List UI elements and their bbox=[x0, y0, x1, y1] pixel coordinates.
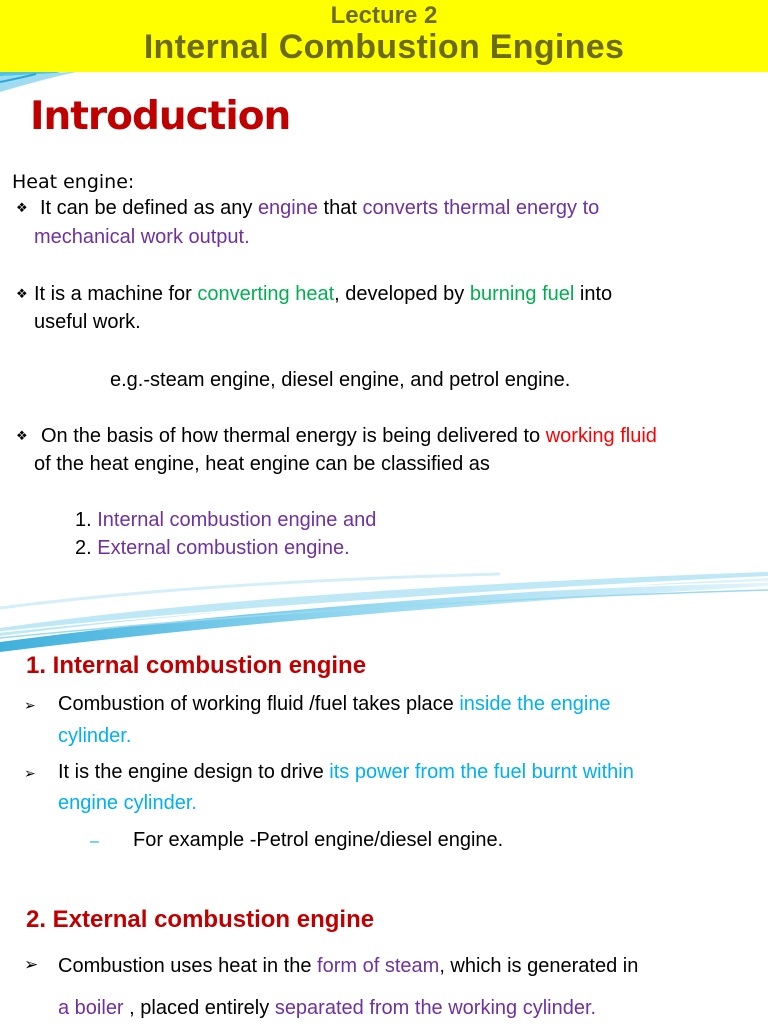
text-run: On the basis of how thermal energy is being delivered to bbox=[41, 425, 546, 447]
text-run: converts thermal energy to bbox=[362, 197, 600, 219]
text-run: engine bbox=[257, 197, 318, 219]
bullet3-line1 bbox=[41, 422, 657, 450]
section1-p2-line2: engine cylinder. bbox=[58, 792, 197, 814]
text-run: , placed entirely bbox=[123, 997, 275, 1019]
section1-p2-line1 bbox=[58, 758, 634, 786]
introduction-heading: Introduction bbox=[30, 94, 291, 139]
text-run: that bbox=[318, 197, 363, 219]
text-run: , which is generated in bbox=[439, 955, 639, 977]
section2-heading: 2. External combustion engine bbox=[26, 906, 375, 933]
middle-wave-decoration bbox=[0, 572, 768, 652]
text-run: a boiler bbox=[58, 997, 124, 1019]
bullet1-line2: mechanical work output. bbox=[34, 226, 250, 248]
text-run: form of steam bbox=[317, 955, 440, 977]
text-run: burning fuel bbox=[469, 283, 575, 305]
slide-header bbox=[0, 0, 768, 72]
list-item bbox=[75, 506, 376, 534]
bullet2-line1 bbox=[34, 280, 612, 308]
section1-p1-line1 bbox=[58, 690, 611, 718]
lecture-number: Lecture 2 bbox=[330, 2, 438, 29]
diamond-bullet-icon: ❖ bbox=[16, 428, 28, 443]
list-number: 2. bbox=[75, 537, 92, 559]
section2-p2-line bbox=[58, 994, 596, 1022]
text-run: into bbox=[574, 283, 613, 305]
top-wave-decoration bbox=[0, 72, 768, 96]
list-item bbox=[75, 534, 350, 562]
arrow-bullet-icon: ➢ bbox=[24, 765, 36, 781]
section1-example: For example -Petrol engine/diesel engine. bbox=[133, 829, 504, 851]
dash-bullet-icon: – bbox=[90, 833, 99, 850]
example-line: e.g.-steam engine, diesel engine, and petrol engine. bbox=[110, 369, 571, 391]
text-run: It is the engine design to drive bbox=[58, 761, 330, 783]
bullet1-line1 bbox=[40, 194, 599, 222]
text-run: its power from the fuel burnt within bbox=[329, 761, 634, 783]
text-run: It is a machine for bbox=[34, 283, 198, 305]
diamond-bullet-icon: ❖ bbox=[16, 200, 28, 215]
list-text: Internal combustion engine and bbox=[97, 509, 377, 531]
text-run: It can be defined as any bbox=[40, 197, 258, 219]
text-run: converting heat bbox=[197, 283, 335, 305]
text-run: Combustion of working fluid /fuel takes place bbox=[58, 693, 460, 715]
text-run: Combustion uses heat in the bbox=[58, 955, 318, 977]
text-run: inside the engine bbox=[459, 693, 611, 715]
slide-title: Internal Combustion Engines bbox=[143, 28, 625, 66]
text-run: separated from the working cylinder. bbox=[274, 997, 597, 1019]
bullet2-line2: useful work. bbox=[34, 311, 141, 333]
bullet3-line2: of the heat engine, heat engine can be classified as bbox=[34, 453, 490, 475]
text-run: working fluid bbox=[545, 425, 657, 447]
diamond-bullet-icon: ❖ bbox=[16, 286, 28, 301]
arrow-bullet-icon: ➢ bbox=[24, 955, 39, 974]
list-text: External combustion engine. bbox=[97, 537, 350, 559]
section1-p1-line2: cylinder. bbox=[58, 725, 132, 747]
arrow-bullet-icon: ➢ bbox=[24, 697, 36, 713]
list-number: 1. bbox=[75, 509, 92, 531]
heat-engine-label: Heat engine: bbox=[12, 171, 135, 193]
text-run: , developed by bbox=[334, 283, 470, 305]
section2-p1-line1 bbox=[58, 952, 638, 980]
section1-heading: 1. Internal combustion engine bbox=[26, 652, 367, 679]
